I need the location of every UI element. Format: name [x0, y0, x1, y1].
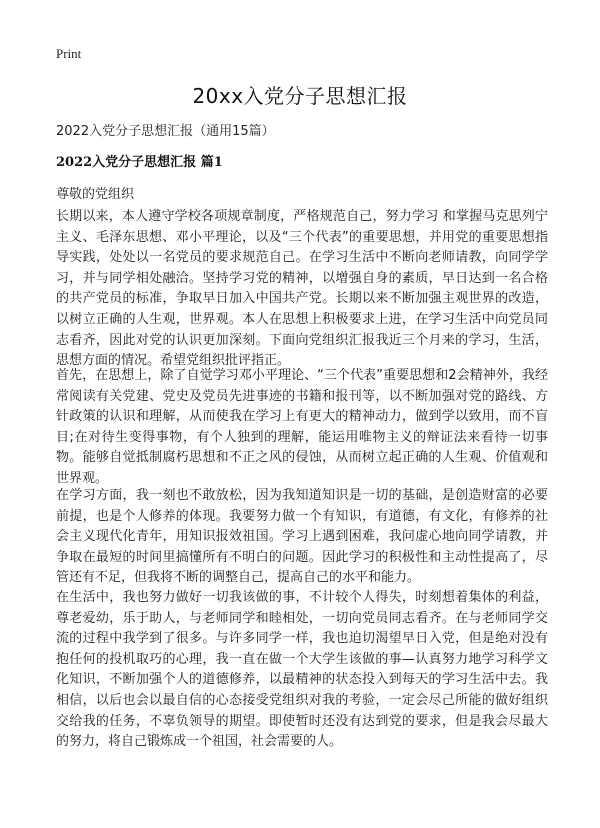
paragraph-thought: 首先，在思想上，除了自觉学习邓小平理论、“三个代表”重要思想和2会精神外，我经常阅读有关党建、党史及党员先进事迹的书籍和报刊等，以不断加强对党的路线、方针政策的认识和理解，从而使我在学习上有更大的精神动力，做到学以致用，而不盲目;在对待生变得事物，有个人独到的理解，能运用唯物主义的辩证法来看待一切事物。能够自觉抵制腐朽思想和不正之风的侵蚀，从而树立起正确的人生观、价值观和世界观。	[56, 368, 548, 486]
paragraph-life: 在生活中，我也努力做好一切我该做的事，不计较个人得失，时刻想着集体的利益，尊老爱幼，乐于助人，与老师同学和睦相处，一切向党员同志看齐。在与老师同学交流的过程中我学到了很多。与许多同学一样，我也迫切渴望早日入党，但是绝对没有抱任何的投机取巧的心理，我一直在做一个大学生该做的事—认真努力地学习科学文化知识，不断加强个人的道德修养，以最精神的状态投入到每天的学习生活中去。我相信，以后也会以最自信的心态接受党组织对我的考验，一定会尽己所能的做好组织交给我的任务，不辜负领导的期望。即使暂时还没有达到党的要求，但是我会尽最大的努力，将自己锻炼成一个祖国，社会需要的人。	[56, 590, 548, 750]
salutation: 尊敬的党组织	[56, 187, 135, 202]
section-title: 2022入党分子思想汇报 篇1	[56, 155, 223, 170]
paragraph-study: 在学习方面，我一刻也不敢放松，因为我知道知识是一切的基础，是创造财富的必要前提，也是个人修养的体现。我要努力做一个有知识，有道德，有文化，有修养的社会主义现代化青年，用知识报效祖国。学习上遇到困难，我问虚心地向同学请教，并争取在最短的时间里搞懂所有不明白的问题。因此学习的积极性和主动性提高了，尽管还有不足，但我将不断的调整自己，提高自己的水平和能力。	[56, 488, 548, 586]
document-subtitle: 2022入党分子思想汇报（通用15篇）	[56, 124, 275, 139]
document-title: 20xx入党分子思想汇报	[192, 84, 408, 108]
print-label[interactable]: Print	[56, 46, 82, 61]
paragraph-ideology-intro: 长期以来，本人遵守学校各项规章制度，严格规范自己，努力学习 和掌握马克思列宁主义、毛泽东思想、邓小平理论，以及“三个代表”的重要思想，并用党的重要思想指导实践，处处以一名党员的要求规范自己。在学习生活中不断向老师请教，向同学学习，并与同学相处融洽。坚持学习党的精神，以增强自身的素质，早日达到一名合格的共产党员的标准，争取早日加入中国共产党。长期以来不断加强主观世界的改造，以树立正确的人生观，世界观。本人在思想上积极要求上进，在学习生活中向党员同志看齐，因此对党的认识更加深刻。下面向党组织汇报我近三个月来的学习，生活，思想方面的情况。希望党组织批评指正。	[56, 209, 548, 369]
